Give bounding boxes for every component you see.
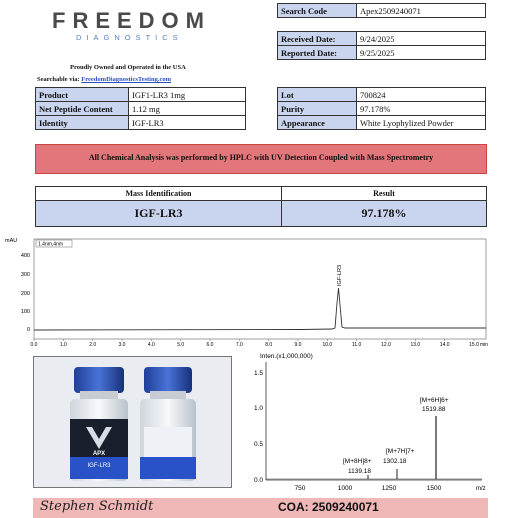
hplc-y-ticks bbox=[21, 253, 30, 333]
ms-ytick: 1.5 bbox=[253, 370, 263, 377]
reported-date-label: Reported Date: bbox=[278, 46, 357, 60]
hplc-peak-label: IGF-LR3 bbox=[337, 264, 343, 286]
searchable-line bbox=[37, 76, 171, 83]
search-code-value: Apex2509240071 bbox=[357, 4, 486, 18]
hplc-xtick: 4.0 bbox=[147, 342, 155, 348]
net-peptide-value: 1.12 mg bbox=[129, 102, 246, 116]
hplc-xtick: 3.0 bbox=[118, 342, 126, 348]
ms-ytick: 0.5 bbox=[253, 441, 263, 448]
hplc-xtick: 11.0 bbox=[351, 342, 362, 348]
vial-left-cap bbox=[74, 367, 124, 393]
hplc-xtick: 8.0 bbox=[265, 342, 273, 348]
ms-y-label: Inten.(x1,000,000) bbox=[260, 353, 313, 360]
ms-xtick: 1000 bbox=[337, 485, 353, 492]
hplc-xtick: 6.0 bbox=[206, 342, 214, 348]
vial-illustration bbox=[34, 357, 231, 487]
search-code-label: Search Code bbox=[278, 4, 357, 18]
hplc-frame bbox=[34, 239, 486, 339]
product-table bbox=[35, 87, 246, 130]
hplc-xtick: 2.0 bbox=[89, 342, 97, 348]
ms-xtick: 1500 bbox=[426, 485, 442, 492]
mass-id-value: IGF-LR3 bbox=[36, 201, 282, 227]
reported-date-value: 9/25/2025 bbox=[357, 46, 486, 60]
hplc-xtick: 5.0 bbox=[177, 342, 185, 348]
lot-table bbox=[277, 87, 486, 130]
ms-xtick: 750 bbox=[294, 485, 306, 492]
appearance-label: Appearance bbox=[278, 116, 357, 130]
purity-value: 97.178% bbox=[357, 102, 486, 116]
ms-x-unit: m/z bbox=[476, 486, 486, 492]
vial-right-cap bbox=[144, 367, 192, 393]
ms-ion-7: [M+7H]7+ bbox=[386, 448, 415, 455]
ms-ion-6: [M+6H]6+ bbox=[420, 397, 449, 404]
hplc-xtick: 0.0 bbox=[30, 342, 38, 348]
vial-left-brand: APX bbox=[92, 451, 106, 457]
identity-value: IGF-LR3 bbox=[129, 116, 246, 130]
ms-x-ticks bbox=[295, 485, 442, 492]
purity-label: Purity bbox=[278, 102, 357, 116]
product-label: Product bbox=[36, 88, 129, 102]
search-code-table bbox=[277, 3, 486, 18]
brand-sublogo: DIAGNOSTICS bbox=[76, 33, 183, 42]
hplc-ytick: 200 bbox=[20, 291, 30, 297]
hplc-ytick: 400 bbox=[20, 253, 30, 259]
searchable-prefix: Searchable via: bbox=[37, 76, 80, 83]
hplc-xtick: 12.0 bbox=[381, 342, 391, 348]
signature: Stephen Schmidt bbox=[40, 499, 154, 514]
hplc-chromatogram bbox=[2, 233, 490, 350]
vial-photo bbox=[33, 356, 232, 488]
mass-id-table bbox=[35, 186, 487, 227]
method-banner: All Chemical Analysis was performed by HPLC with UV Detection Coupled with Mass Spectrometry bbox=[35, 144, 487, 174]
hplc-legend: 1.4nm,4nm bbox=[38, 241, 64, 248]
lot-value: 700824 bbox=[357, 88, 486, 102]
website-link[interactable]: FreedomDiagnosticsTesting.com bbox=[81, 76, 172, 83]
identity-label: Identity bbox=[36, 116, 129, 130]
mass-spectrum bbox=[232, 352, 488, 498]
dates-table bbox=[277, 31, 486, 60]
tagline: Proudly Owned and Operated in the USA bbox=[70, 64, 186, 71]
received-date-label: Received Date: bbox=[278, 32, 357, 46]
hplc-xtick: 15.0 bbox=[469, 342, 479, 348]
coa-number: COA: 2509240071 bbox=[278, 500, 379, 514]
ms-ytick: 1.0 bbox=[253, 405, 263, 412]
hplc-xtick: 1.0 bbox=[59, 342, 67, 348]
ms-mz-8: 1139.18 bbox=[348, 468, 372, 475]
ms-mz-7: 1302.18 bbox=[383, 458, 407, 465]
ms-y-ticks bbox=[254, 370, 263, 484]
ms-xtick: 1250 bbox=[381, 485, 397, 492]
hplc-xtick: 14.0 bbox=[439, 342, 450, 348]
hplc-x-ticks bbox=[31, 339, 480, 348]
hplc-x-unit: min bbox=[480, 342, 489, 348]
hplc-xtick: 13.0 bbox=[410, 342, 421, 348]
vial-left-product: IGF-LR3 bbox=[87, 463, 111, 469]
ms-ion-8: [M+8H]8+ bbox=[343, 458, 372, 465]
appearance-value: White Lyophylized Powder bbox=[357, 116, 486, 130]
result-value: 97.178% bbox=[282, 201, 487, 227]
result-header: Result bbox=[282, 187, 487, 201]
hplc-trace bbox=[34, 288, 486, 330]
hplc-ytick: 0 bbox=[26, 327, 30, 333]
product-value: IGF1-LR3 1mg bbox=[129, 88, 246, 102]
net-peptide-label: Net Peptide Content bbox=[36, 102, 129, 116]
mass-id-header: Mass Identification bbox=[36, 187, 282, 201]
received-date-value: 9/24/2025 bbox=[357, 32, 486, 46]
lot-label: Lot bbox=[278, 88, 357, 102]
ms-mz-6: 1519.88 bbox=[422, 406, 446, 413]
vial-right-band bbox=[140, 457, 196, 479]
hplc-ytick: 300 bbox=[20, 272, 30, 278]
brand-logo: FREEDOM bbox=[52, 8, 211, 33]
hplc-unit: mAU bbox=[5, 238, 18, 244]
hplc-xtick: 10.0 bbox=[322, 342, 333, 348]
hplc-ytick: 100 bbox=[20, 309, 30, 315]
ms-ytick: 0.0 bbox=[253, 477, 263, 484]
hplc-xtick: 9.0 bbox=[294, 342, 302, 348]
hplc-xtick: 7.0 bbox=[235, 342, 243, 348]
